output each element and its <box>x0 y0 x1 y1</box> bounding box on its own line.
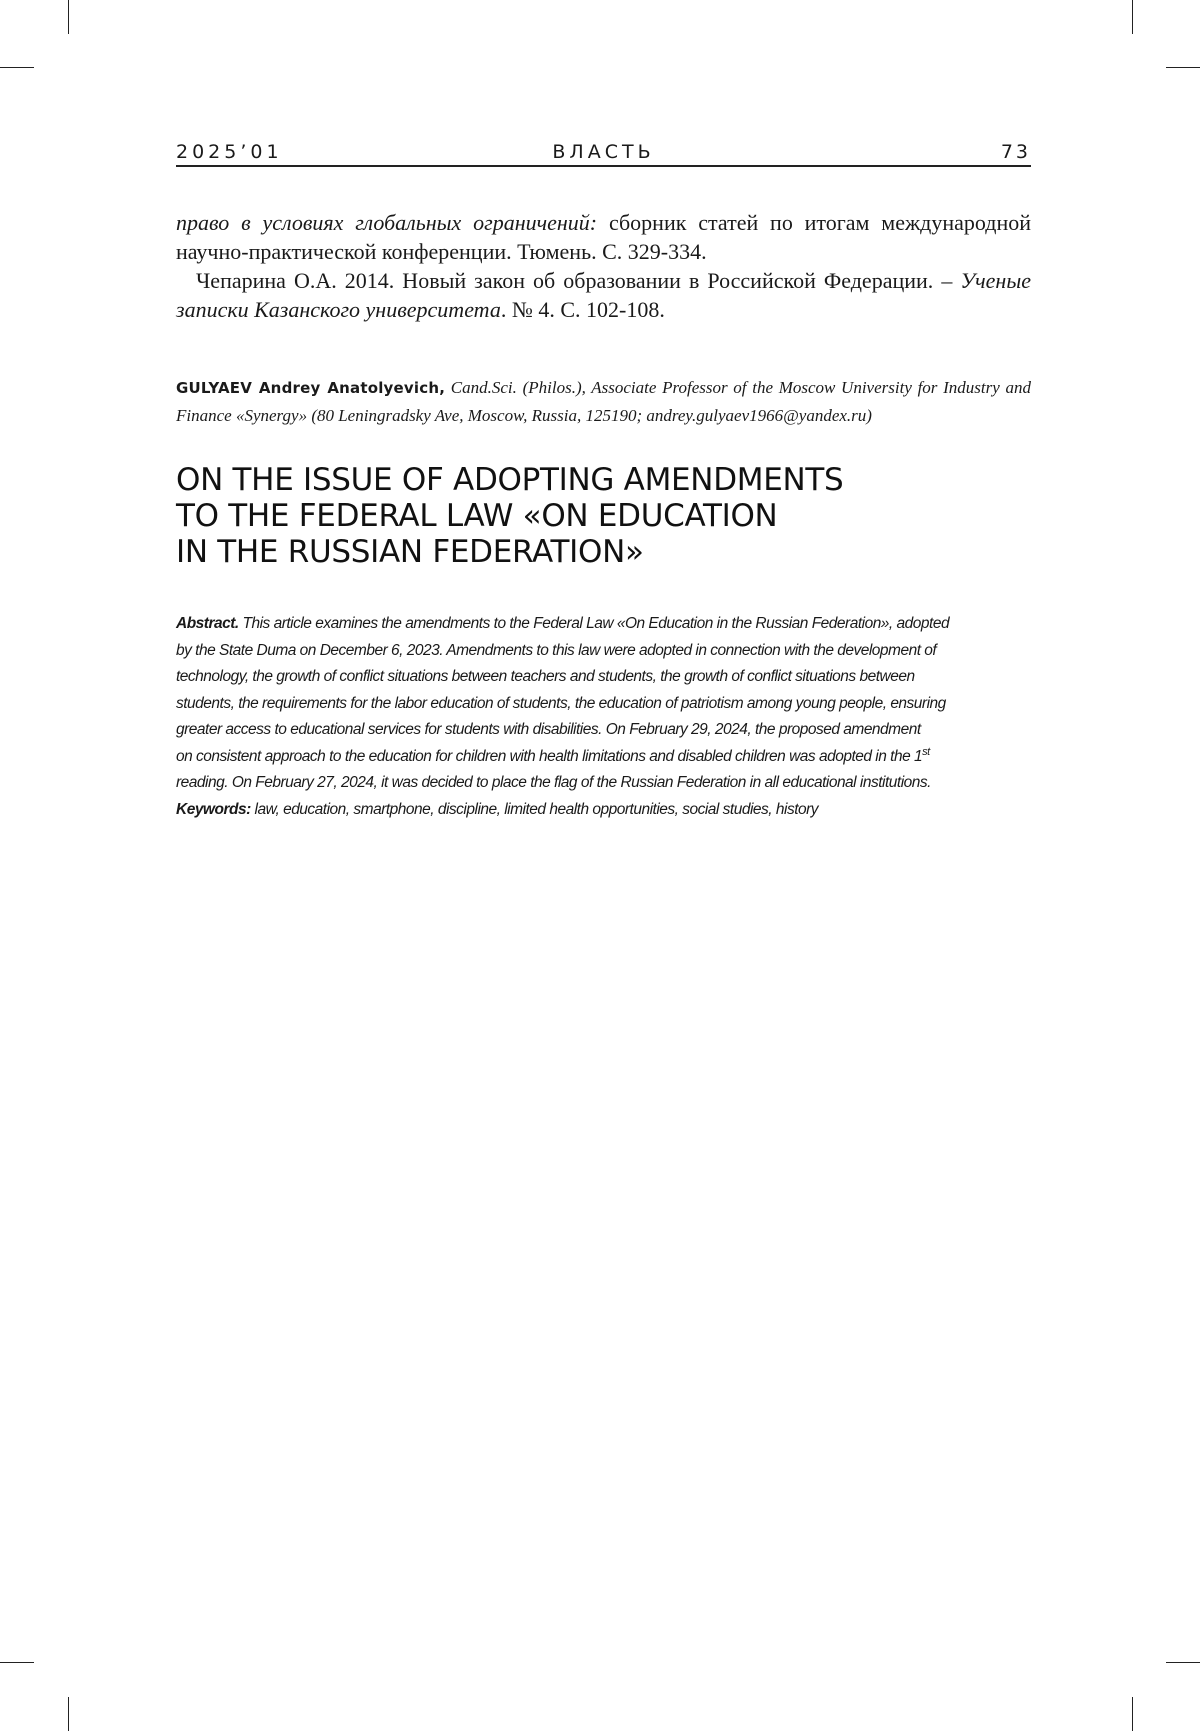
abstract-line: students, the requirements for the labor education of students, the education of patriotism among young people, ensuring <box>176 694 946 712</box>
reference-italic-journal: Ученые записки Казанского университета <box>176 268 1031 322</box>
title-line: ON THE ISSUE OF ADOPTING AMENDMENTS <box>176 462 844 498</box>
reference-text: . № 4. С. 102-108. <box>500 297 665 322</box>
crop-mark-top-left-vertical <box>68 0 69 34</box>
keywords-list: law, education, smartphone, discipline, limited health opportunities, social studies, history <box>250 800 819 818</box>
crop-mark-bottom-left-vertical <box>68 1697 69 1731</box>
reference-item <box>176 208 1031 266</box>
title-line: TO THE FEDERAL LAW «ON EDUCATION <box>176 498 778 534</box>
crop-mark-top-right-vertical <box>1132 0 1133 34</box>
running-header <box>176 141 1031 167</box>
author-details: Cand.Sci. (Philos.), Associate Professor of the Moscow University for Industry and Finance «Synergy» (80 Leningradsky Ave, Moscow, Russia, 125190; andrey.gulyaev1966@yandex.ru) <box>176 378 1031 425</box>
journal-name: ВЛАСТЬ <box>552 141 655 163</box>
abstract-label: Abstract. <box>176 615 239 632</box>
keywords-label: Keywords: <box>176 800 251 818</box>
abstract-line: technology, the growth of conflict situations between teachers and students, the growth of conflict situations between <box>176 668 915 685</box>
crop-mark-top-right-horizontal <box>1166 67 1200 68</box>
reference-text: Чепарина О.А. 2014. Новый закон об образовании в Российской Федерации. – <box>196 268 961 293</box>
page-number: 73 <box>1000 141 1031 163</box>
reference-text: сборник статей по итогам международной научно-практической конференции. Тюмень. С. 329-334. <box>176 210 1032 264</box>
article-title <box>176 462 1031 570</box>
abstract-line: Abstract. This article examines the amendments to the Federal Law «On Education in the Russian Federation», adopted <box>176 615 950 632</box>
abstract-line: on consistent approach to the education for children with health limitations and disabled children was adopted in the 1st <box>176 745 930 765</box>
abstract-line: greater access to educational services for students with disabilities. On February 29, 2024, the proposed amendment <box>176 721 921 738</box>
crop-mark-bottom-right-vertical <box>1132 1697 1133 1731</box>
title-line: IN THE RUSSIAN FEDERATION» <box>176 534 644 570</box>
author-name: GULYAEV Andrey Anatolyevich, <box>176 379 446 397</box>
crop-mark-bottom-left-horizontal <box>0 1662 34 1663</box>
abstract-line: reading. On February 27, 2024, it was decided to place the flag of the Russian Federation in all educational institutions. <box>176 774 931 791</box>
author-info <box>176 374 1031 429</box>
keywords-line <box>176 797 1031 824</box>
crop-mark-top-left-horizontal <box>0 67 34 68</box>
reference-italic-title: право в условиях глобальных ограничений: <box>176 210 598 235</box>
ordinal-superscript: st <box>922 745 930 758</box>
issue-number: 2025’01 <box>176 141 283 163</box>
abstract-line: by the State Duma on December 6, 2023. Amendments to this law were adopted in connection with the development of <box>176 641 937 659</box>
references-continued <box>176 208 1031 324</box>
crop-mark-bottom-right-horizontal <box>1166 1662 1200 1663</box>
reference-item <box>176 266 1031 324</box>
abstract <box>176 611 1031 823</box>
